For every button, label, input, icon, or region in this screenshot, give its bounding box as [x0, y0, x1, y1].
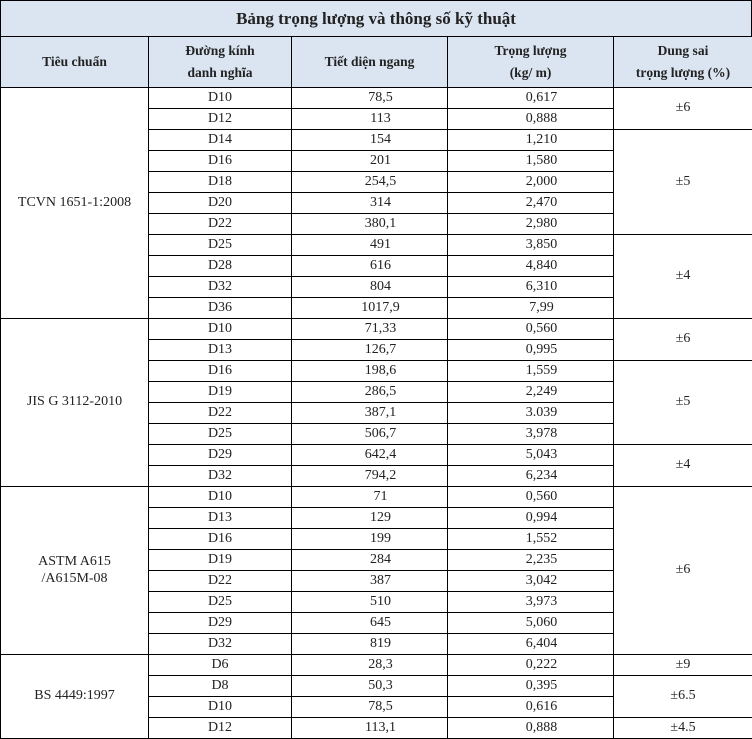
- weight-cell: 0,560: [448, 487, 614, 508]
- diameter-cell: D22: [149, 403, 292, 424]
- weight-cell: 1,552: [448, 529, 614, 550]
- area-cell: 154: [292, 130, 448, 151]
- diameter-cell: D32: [149, 277, 292, 298]
- table-row: [1, 487, 752, 508]
- diameter-cell: D29: [149, 613, 292, 634]
- area-cell: 380,1: [292, 214, 448, 235]
- area-cell: 642,4: [292, 445, 448, 466]
- diameter-cell: D32: [149, 466, 292, 487]
- area-cell: 78,5: [292, 88, 448, 109]
- diameter-cell: D10: [149, 697, 292, 718]
- diameter-cell: D19: [149, 382, 292, 403]
- area-cell: 819: [292, 634, 448, 655]
- area-cell: 284: [292, 550, 448, 571]
- diameter-cell: D13: [149, 508, 292, 529]
- area-cell: 113: [292, 109, 448, 130]
- area-cell: 78,5: [292, 697, 448, 718]
- header-standard: Tiêu chuẩn: [1, 37, 149, 88]
- tolerance-cell: ±5: [614, 130, 752, 235]
- standard-cell: [1, 487, 149, 655]
- area-cell: 794,2: [292, 466, 448, 487]
- area-cell: 71: [292, 487, 448, 508]
- diameter-cell: D29: [149, 445, 292, 466]
- tolerance-cell: ±6: [614, 487, 752, 655]
- diameter-cell: D13: [149, 340, 292, 361]
- area-cell: 28,3: [292, 655, 448, 676]
- header-diameter: [149, 37, 292, 88]
- weight-cell: 6,234: [448, 466, 614, 487]
- diameter-cell: D25: [149, 235, 292, 256]
- area-cell: 506,7: [292, 424, 448, 445]
- table-row: [1, 655, 752, 676]
- area-cell: 387,1: [292, 403, 448, 424]
- tolerance-cell: ±6: [614, 88, 752, 130]
- table-title: Bảng trọng lượng và thông số kỹ thuật: [0, 0, 752, 36]
- standard-cell: JIS G 3112-2010: [1, 319, 149, 487]
- weight-cell: 0,395: [448, 676, 614, 697]
- diameter-cell: D10: [149, 319, 292, 340]
- diameter-cell: D6: [149, 655, 292, 676]
- standard-line1: ASTM A615: [38, 554, 111, 569]
- header-diameter-line2: danh nghĩa: [188, 65, 253, 80]
- weight-cell: 0,616: [448, 697, 614, 718]
- standard-cell: TCVN 1651-1:2008: [1, 88, 149, 319]
- weight-cell: 1,559: [448, 361, 614, 382]
- diameter-cell: D19: [149, 550, 292, 571]
- diameter-cell: D12: [149, 718, 292, 739]
- weight-cell: 3.039: [448, 403, 614, 424]
- weight-cell: 1,210: [448, 130, 614, 151]
- area-cell: 71,33: [292, 319, 448, 340]
- table-row: [1, 319, 752, 340]
- weight-cell: 4,840: [448, 256, 614, 277]
- weight-cell: 3,042: [448, 571, 614, 592]
- weight-cell: 2,235: [448, 550, 614, 571]
- weight-cell: 0,560: [448, 319, 614, 340]
- diameter-cell: D25: [149, 592, 292, 613]
- header-weight-line1: Trọng lượng: [495, 43, 567, 58]
- tolerance-cell: ±4: [614, 445, 752, 487]
- diameter-cell: D10: [149, 487, 292, 508]
- tolerance-cell: ±4: [614, 235, 752, 319]
- diameter-cell: D12: [149, 109, 292, 130]
- weight-cell: 2,470: [448, 193, 614, 214]
- diameter-cell: D22: [149, 214, 292, 235]
- area-cell: 491: [292, 235, 448, 256]
- area-cell: 198,6: [292, 361, 448, 382]
- weight-cell: 5,043: [448, 445, 614, 466]
- header-tolerance-line1: Dung sai: [658, 43, 709, 58]
- area-cell: 199: [292, 529, 448, 550]
- standard-cell: BS 4449:1997: [1, 655, 149, 739]
- area-cell: 804: [292, 277, 448, 298]
- header-tolerance: [614, 37, 752, 88]
- tolerance-cell: ±4.5: [614, 718, 752, 739]
- table-row: [1, 88, 752, 109]
- area-cell: 126,7: [292, 340, 448, 361]
- weight-cell: 0,888: [448, 718, 614, 739]
- area-cell: 201: [292, 151, 448, 172]
- diameter-cell: D20: [149, 193, 292, 214]
- diameter-cell: D16: [149, 151, 292, 172]
- standard-line2: /A615M-08: [41, 571, 107, 586]
- tolerance-cell: ±6: [614, 319, 752, 361]
- header-weight-line2: (kg/ m): [510, 65, 552, 80]
- spec-table: [0, 36, 752, 739]
- diameter-cell: D18: [149, 172, 292, 193]
- diameter-cell: D22: [149, 571, 292, 592]
- tolerance-cell: ±9: [614, 655, 752, 676]
- header-weight: [448, 37, 614, 88]
- diameter-cell: D36: [149, 298, 292, 319]
- header-diameter-line1: Đường kính: [185, 43, 254, 58]
- diameter-cell: D16: [149, 361, 292, 382]
- weight-cell: 0,995: [448, 340, 614, 361]
- area-cell: 616: [292, 256, 448, 277]
- table-body: [1, 88, 752, 739]
- diameter-cell: D14: [149, 130, 292, 151]
- header-row: [1, 37, 752, 88]
- weight-cell: 0,888: [448, 109, 614, 130]
- area-cell: 387: [292, 571, 448, 592]
- header-area: Tiết diện ngang: [292, 37, 448, 88]
- weight-cell: 0,994: [448, 508, 614, 529]
- area-cell: 286,5: [292, 382, 448, 403]
- diameter-cell: D8: [149, 676, 292, 697]
- diameter-cell: D16: [149, 529, 292, 550]
- weight-cell: 2,980: [448, 214, 614, 235]
- weight-cell: 1,580: [448, 151, 614, 172]
- diameter-cell: D32: [149, 634, 292, 655]
- weight-cell: 7,99: [448, 298, 614, 319]
- area-cell: 254,5: [292, 172, 448, 193]
- area-cell: 50,3: [292, 676, 448, 697]
- tolerance-cell: ±5: [614, 361, 752, 445]
- weight-cell: 5,060: [448, 613, 614, 634]
- area-cell: 113,1: [292, 718, 448, 739]
- area-cell: 645: [292, 613, 448, 634]
- weight-cell: 0,617: [448, 88, 614, 109]
- tolerance-cell: ±6.5: [614, 676, 752, 718]
- weight-cell: 6,404: [448, 634, 614, 655]
- diameter-cell: D28: [149, 256, 292, 277]
- diameter-cell: D10: [149, 88, 292, 109]
- weight-cell: 3,978: [448, 424, 614, 445]
- weight-cell: 3,850: [448, 235, 614, 256]
- weight-cell: 0,222: [448, 655, 614, 676]
- weight-cell: 6,310: [448, 277, 614, 298]
- header-tolerance-line2: trọng lượng (%): [636, 65, 730, 80]
- area-cell: 1017,9: [292, 298, 448, 319]
- weight-cell: 3,973: [448, 592, 614, 613]
- diameter-cell: D25: [149, 424, 292, 445]
- area-cell: 129: [292, 508, 448, 529]
- area-cell: 510: [292, 592, 448, 613]
- weight-cell: 2,249: [448, 382, 614, 403]
- area-cell: 314: [292, 193, 448, 214]
- weight-cell: 2,000: [448, 172, 614, 193]
